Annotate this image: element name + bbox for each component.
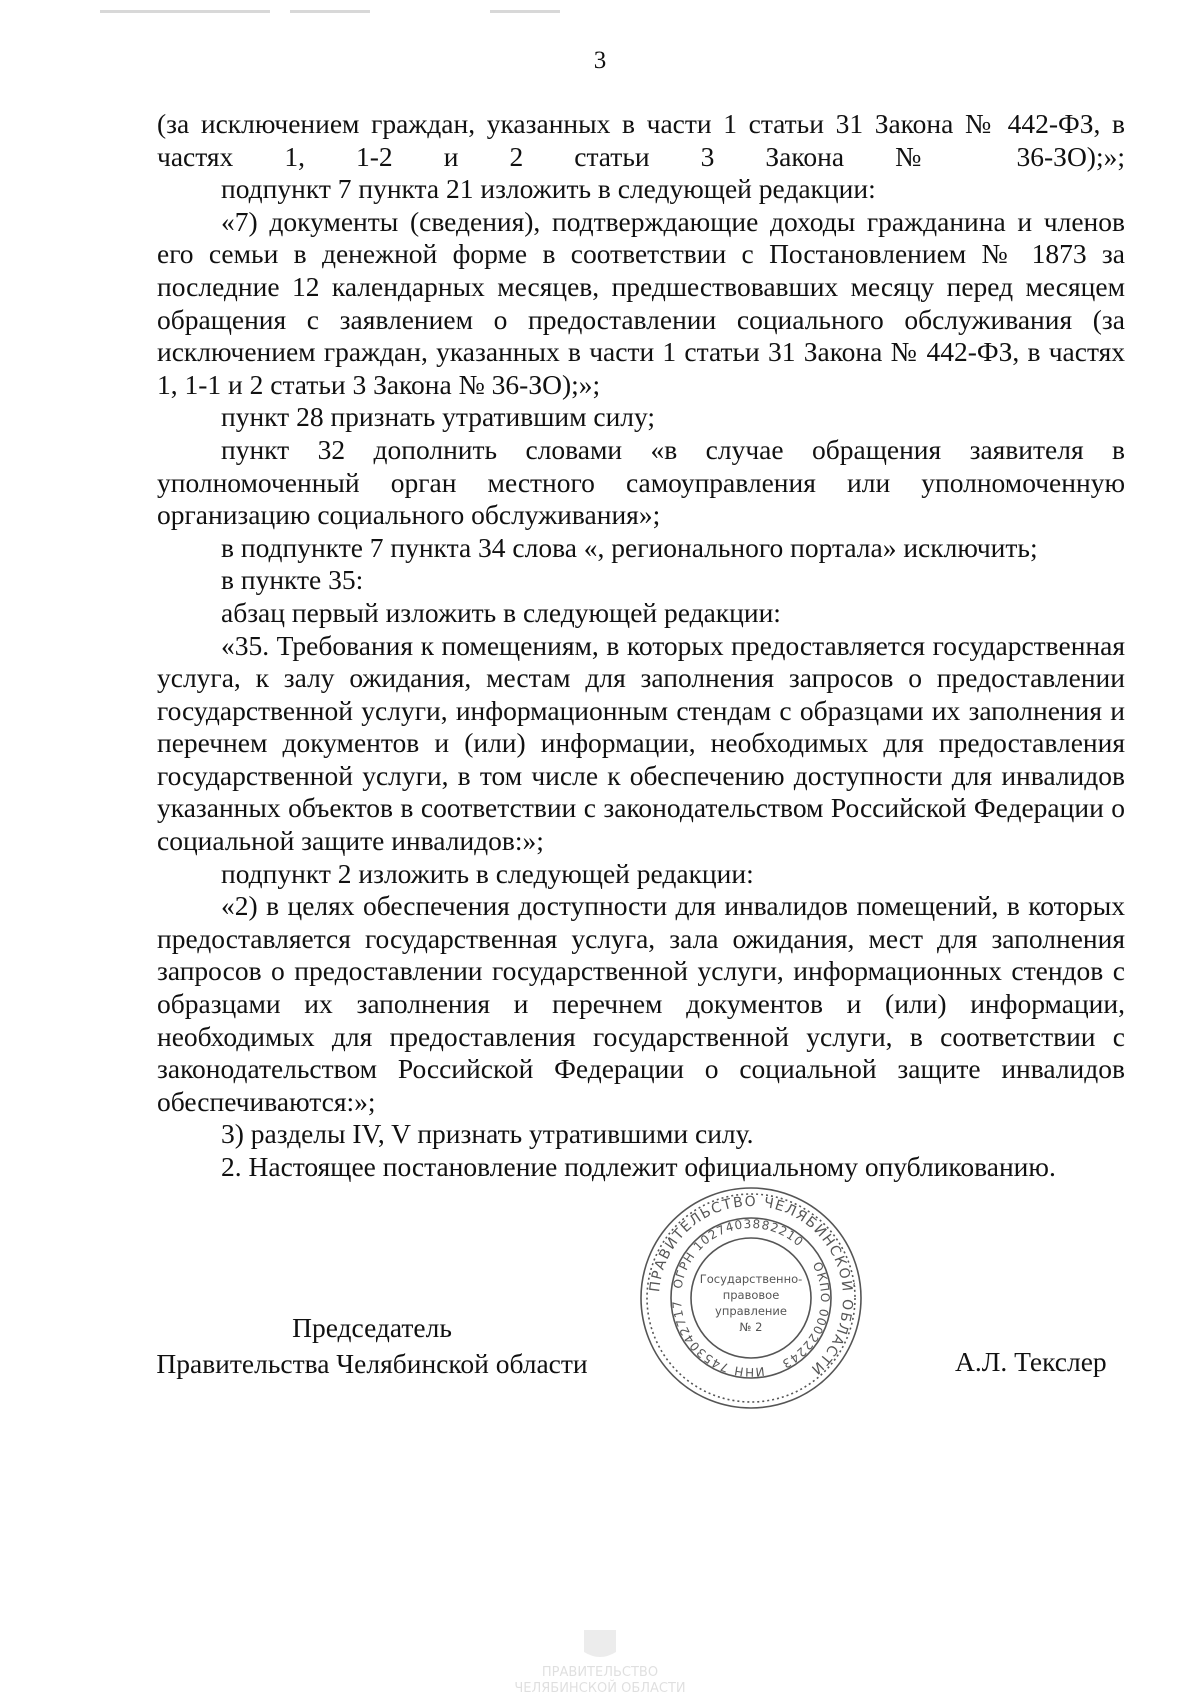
signature-block bbox=[0, 1310, 1200, 1380]
watermark-line: ПРАВИТЕЛЬСТВО bbox=[541, 1665, 659, 1680]
signatory-title bbox=[152, 1310, 592, 1382]
paragraph: абзац первый изложить в следующей редакции: bbox=[221, 596, 781, 628]
watermark-line: ЧЕЛЯБИНСКОЙ ОБЛАСТИ bbox=[514, 1681, 686, 1696]
stamp-center-line: правовое bbox=[722, 1288, 780, 1302]
stamp-center-line: Государственно- bbox=[699, 1272, 803, 1286]
paragraph: «2) в целях обеспечения доступности для инвалидов помещений, в которых предоставляется государственная услуга, зала ожидания, мест для заполнения запросов о предоставлении государственной услуги, информационных стендов с образцами их заполнения и перечнем документов и (или) информации, необходимых для предоставления государственной услуги, в соответствии с законодательством Российской Федерации о социальной защите инвалидов обеспечиваются:»; bbox=[157, 890, 1125, 1117]
paragraph: пункт 32 дополнить словами «в случае обращения заявителя в уполномоченный орган местного самоуправления или уполномоченную организацию социального обслуживания»; bbox=[157, 433, 1125, 531]
page-number: 3 bbox=[593, 47, 607, 74]
signatory-name: А.Л. Текслер bbox=[955, 1346, 1107, 1377]
document-body bbox=[157, 108, 1125, 1184]
watermark-emblem bbox=[480, 1628, 720, 1698]
stamp-ogrn-text: ОГРН 1027403882210 bbox=[670, 1216, 807, 1290]
signatory-title-line: Председатель bbox=[292, 1312, 452, 1343]
paragraph: подпункт 7 пункта 21 изложить в следующей редакции: bbox=[221, 173, 876, 205]
stamp-center-line: № 2 bbox=[739, 1320, 763, 1334]
stamp-okpo-text: ОКПО 00022243 bbox=[779, 1259, 833, 1372]
stamp-ring-text: ПРАВИТЕЛЬСТВО ЧЕЛЯБИНСКОЙ ОБЛАСТИ bbox=[647, 1193, 856, 1378]
paragraph: пункт 28 признать утратившим силу; bbox=[221, 401, 656, 433]
paragraph: 3) разделы IV, V признать утратившими силу. bbox=[221, 1118, 754, 1150]
paragraph: «7) документы (сведения), подтверждающие доходы гражданина и членов его семьи в денежной форме в соответствии с Постановлением № 1873 за последние 12 календарных месяцев, предшествовавших месяцу перед месяцем обращения с заявлением о предоставлении социального обслуживания (за исключением граждан, указанных в части 1 статьи 31 Закона № 442-ФЗ, в частях 1, 1-1 и 2 статьи 3 Закона № 36-ЗО);»; bbox=[157, 205, 1125, 400]
paragraph: 2. Настоящее постановление подлежит официальному опубликованию. bbox=[221, 1151, 1056, 1182]
scan-artifact bbox=[100, 10, 270, 13]
scan-artifact bbox=[490, 10, 560, 13]
scan-artifact bbox=[290, 10, 370, 13]
paragraph: «35. Требования к помещениям, в которых предоставляется государственная услуга, к залу ожидания, местам для заполнения запросов о предоставлении государственной услуги, информационным стендам с образцами их заполнения и перечнем документов и (или) информации, необходимых для предоставления государственной услуги, в том числе к обеспечению доступности для инвалидов указанных объектов в соответствии с законодательством Российской Федерации о социальной защите инвалидов:»; bbox=[157, 629, 1125, 857]
paragraph: подпункт 2 изложить в следующей редакции: bbox=[221, 857, 754, 889]
paragraph: в подпункте 7 пункта 34 слова «, регионального портала» исключить; bbox=[221, 531, 1038, 563]
stamp-inn-text: ИНН 7453042717 bbox=[669, 1299, 766, 1380]
paragraph: в пункте 35: bbox=[221, 564, 364, 596]
coat-of-arms-icon bbox=[584, 1630, 616, 1657]
paragraph: (за исключением граждан, указанных в части 1 статьи 31 Закона № 442-ФЗ, в частях 1, 1-2 и 2 статьи 3 Закона № 36-ЗО);»; bbox=[157, 108, 1125, 172]
stamp-center-line: управление bbox=[715, 1304, 787, 1318]
signatory-title-line: Правительства Челябинской области bbox=[156, 1348, 588, 1379]
